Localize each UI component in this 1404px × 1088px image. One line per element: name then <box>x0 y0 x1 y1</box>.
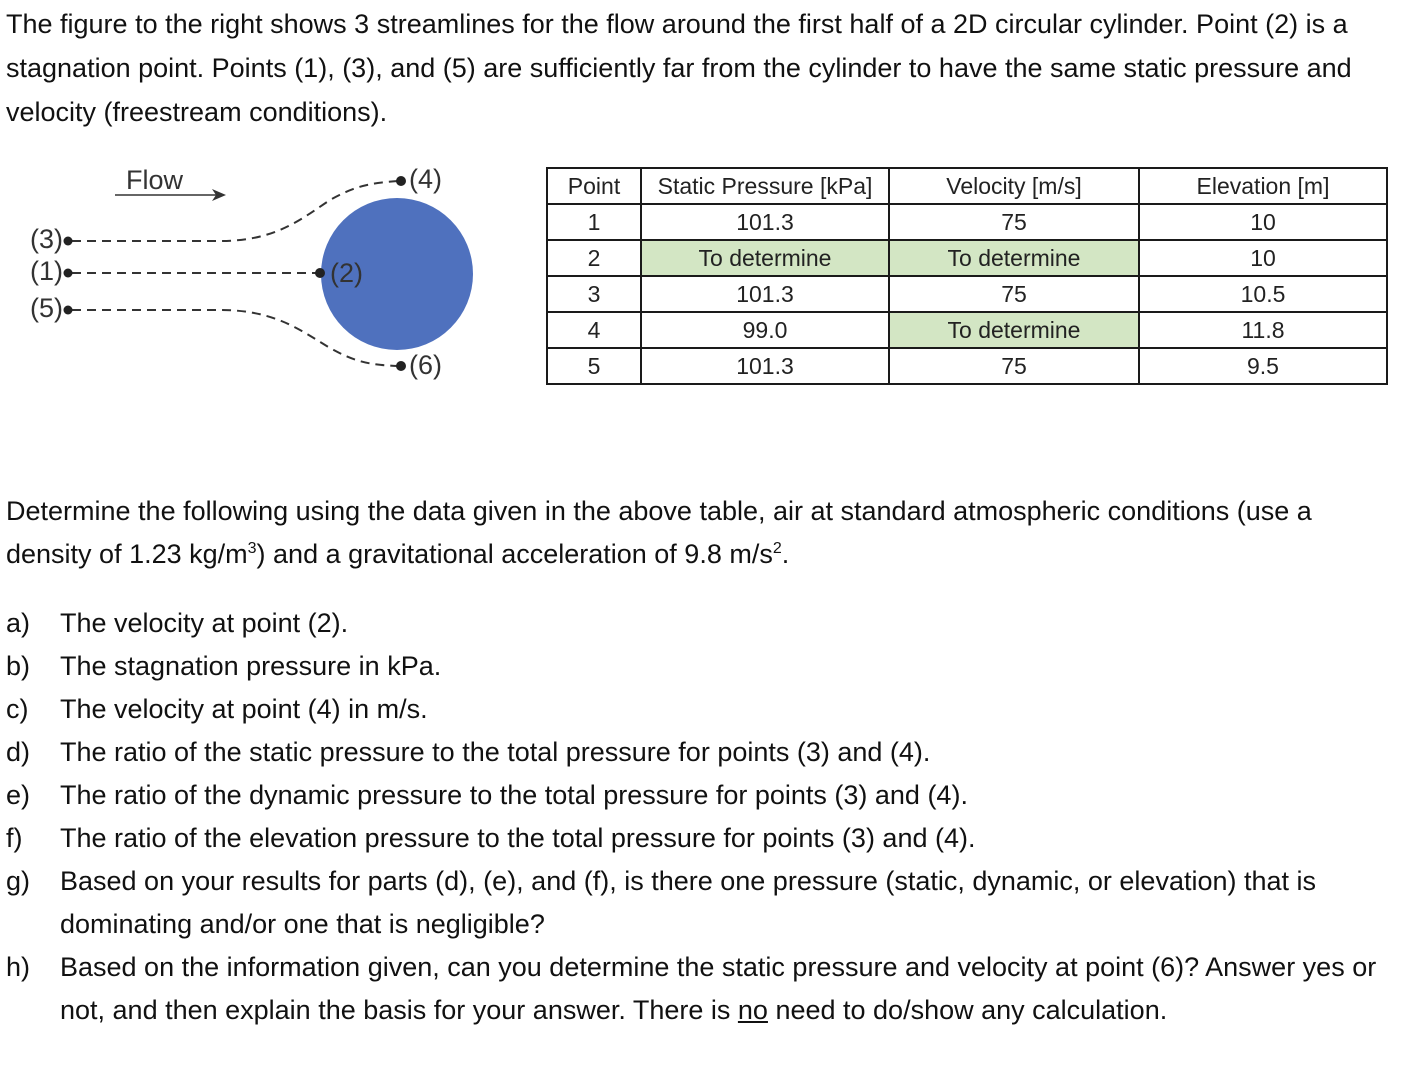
part-text-before: Based on the information given, can you determine the static pressure and velocity at point (6)? Answer yes or not, and then explain the basis for your answer. There is <box>60 952 1377 1025</box>
header-point: Point <box>547 168 641 204</box>
table-row <box>547 276 1387 312</box>
list-item <box>6 645 1396 688</box>
part-text: The ratio of the static pressure to the total pressure for points (3) and (4). <box>60 737 931 767</box>
intro-paragraph: The figure to the right shows 3 streamlines for the flow around the first half of a 2D circular cylinder. Point (2) is a stagnation point. Points (1), (3), and (5) are sufficiently far from the cylinder to have the same static pressure and velocity (freestream conditions). <box>6 9 1352 127</box>
question-sup-a: 3 <box>247 540 257 557</box>
part-text: The velocity at point (4) in m/s. <box>60 694 428 724</box>
table-row <box>547 204 1387 240</box>
part-text: The ratio of the dynamic pressure to the total pressure for points (3) and (4). <box>60 780 968 810</box>
point-1-dot <box>64 269 73 278</box>
table-cell-to-determine: To determine <box>641 240 889 276</box>
point-6-label: (6) <box>409 350 442 380</box>
point-6-dot <box>396 361 406 371</box>
list-item <box>6 817 1396 860</box>
table-cell: 10.5 <box>1139 276 1387 312</box>
list-item <box>6 774 1396 817</box>
part-text: Based on your results for parts (d), (e), and (f), is there one pressure (static, dynamic, or elevation) that is dominating and/or one that is negligible? <box>60 866 1317 939</box>
table-cell: 5 <box>547 348 641 384</box>
table-cell: 75 <box>889 204 1139 240</box>
table-row <box>547 348 1387 384</box>
part-mark: e) <box>6 780 31 810</box>
table-cell: 10 <box>1139 240 1387 276</box>
header-elevation: Elevation [m] <box>1139 168 1387 204</box>
part-text-underlined: no <box>737 995 768 1025</box>
table-cell: 9.5 <box>1139 348 1387 384</box>
list-item <box>6 688 1396 731</box>
table-cell: 1 <box>547 204 641 240</box>
point-1-label: (1) <box>30 256 63 286</box>
point-5-label: (5) <box>30 293 63 323</box>
point-2-label: (2) <box>330 258 363 288</box>
list-item <box>6 946 1396 1032</box>
point-3-label: (3) <box>30 224 63 254</box>
table-cell: 101.3 <box>641 204 889 240</box>
question-text-c: . <box>781 539 790 569</box>
table-cell: 10 <box>1139 204 1387 240</box>
table-cell: 75 <box>889 348 1139 384</box>
point-5-dot <box>64 306 73 315</box>
question-sup-b: 2 <box>772 540 782 557</box>
table-cell: 3 <box>547 276 641 312</box>
point-2-dot <box>315 268 325 278</box>
table-cell: 101.3 <box>641 276 889 312</box>
table-row <box>547 240 1387 276</box>
table-cell: 2 <box>547 240 641 276</box>
table-cell: 4 <box>547 312 641 348</box>
question-paragraph <box>6 490 1400 576</box>
header-static-pressure: Static Pressure [kPa] <box>641 168 889 204</box>
question-text-b: ) and a gravitational acceleration of 9.8 m/s <box>256 539 773 569</box>
part-text: The velocity at point (2). <box>60 608 349 638</box>
table-cell: 11.8 <box>1139 312 1387 348</box>
table-cell: 75 <box>889 276 1139 312</box>
list-item <box>6 860 1396 946</box>
table-row <box>547 312 1387 348</box>
part-mark: g) <box>6 866 31 896</box>
part-text: The ratio of the elevation pressure to the total pressure for points (3) and (4). <box>60 823 976 853</box>
flow-label: Flow <box>126 165 184 195</box>
part-text-after: need to do/show any calculation. <box>767 995 1168 1025</box>
point-3-dot <box>64 237 73 246</box>
data-table <box>546 167 1388 385</box>
part-text: The stagnation pressure in kPa. <box>60 651 442 681</box>
question-parts-list <box>6 602 1396 1032</box>
streamline-figure <box>20 150 490 400</box>
part-mark: h) <box>6 952 31 982</box>
point-4-label: (4) <box>409 164 442 194</box>
question-text-a: Determine the following using the data given in the above table, air at standard atmospheric conditions (use a density of 1.23 kg/m <box>6 496 1312 569</box>
table-header-row <box>547 168 1387 204</box>
part-mark: c) <box>6 694 29 724</box>
table-cell: 101.3 <box>641 348 889 384</box>
table-cell-to-determine: To determine <box>889 312 1139 348</box>
part-mark: a) <box>6 608 31 638</box>
part-mark: d) <box>6 737 31 767</box>
part-mark: f) <box>6 823 23 853</box>
list-item <box>6 731 1396 774</box>
part-mark: b) <box>6 651 31 681</box>
part-text <box>60 946 1396 1032</box>
table-cell-to-determine: To determine <box>889 240 1139 276</box>
point-4-dot <box>396 176 406 186</box>
table-cell: 99.0 <box>641 312 889 348</box>
list-item <box>6 602 1396 645</box>
header-velocity: Velocity [m/s] <box>889 168 1139 204</box>
